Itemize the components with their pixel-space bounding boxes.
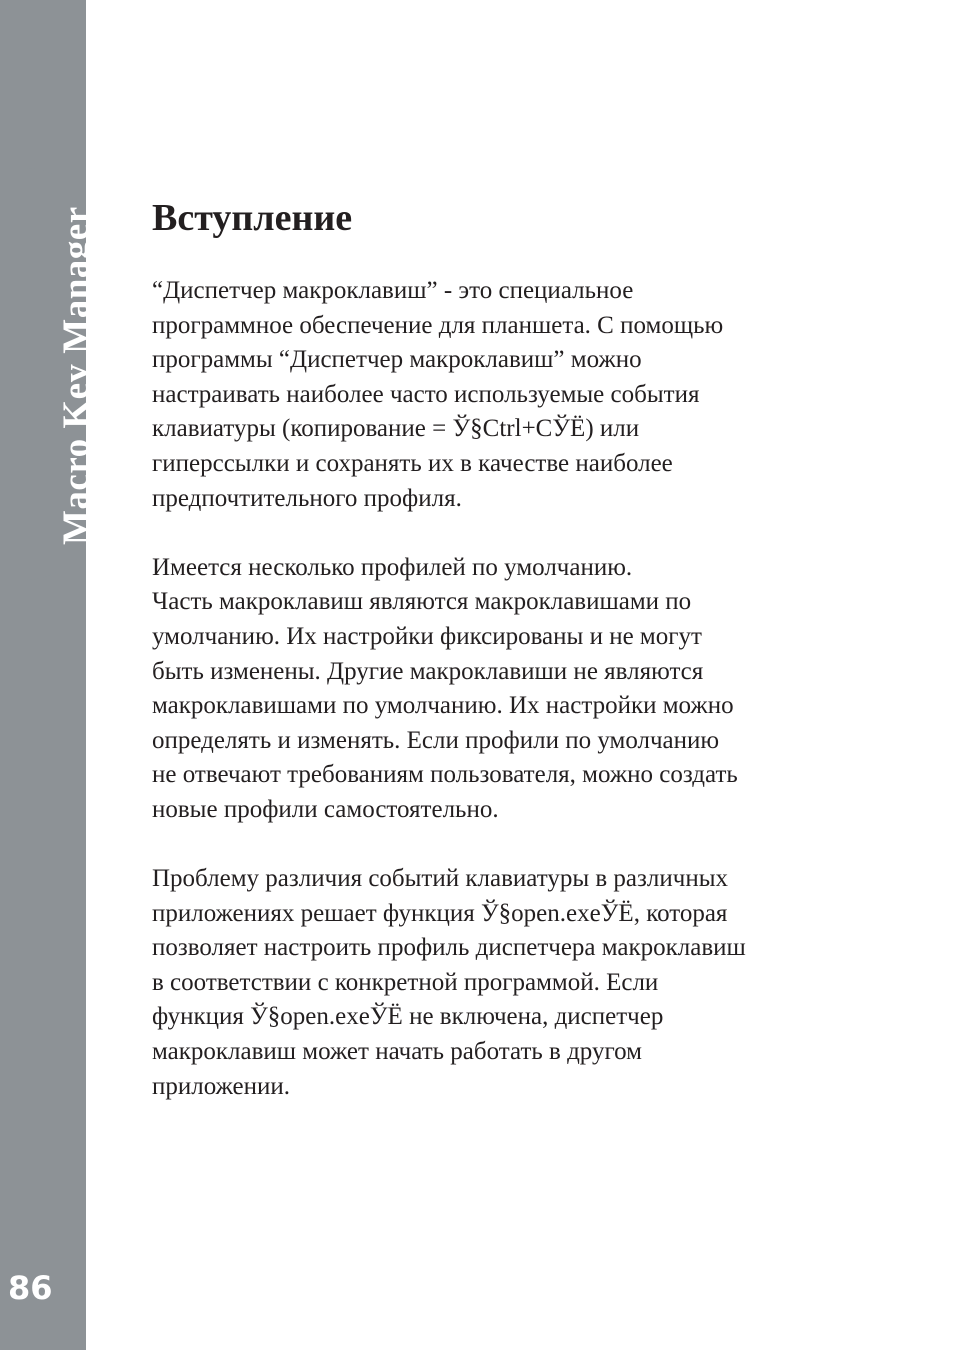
page-number: 86: [8, 1269, 53, 1307]
paragraph-profiles: [152, 551, 872, 828]
text-line: позволяет настроить профиль диспетчера макроклавиш: [152, 934, 746, 962]
text-line: Часть макроклавиш являются макроклавишами по: [152, 588, 692, 616]
text-line: программы “Диспетчер макроклавиш” можно: [152, 346, 642, 374]
chapter-title-vertical: Macro Key Manager: [56, 206, 97, 545]
text-line: быть изменены. Другие макроклавиши не являются: [152, 657, 704, 685]
text-line: клавиатуры (копирование = Ў§Ctrl+CЎЁ) или: [152, 415, 640, 443]
text-line: приложении.: [152, 1072, 291, 1100]
section-heading: Вступление: [152, 197, 353, 239]
text-line: макроклавиш может начать работать в другом: [152, 1038, 642, 1066]
text-line: Проблему различия событий клавиатуры в различных: [152, 865, 728, 893]
text-line: предпочтительного профиля.: [152, 484, 462, 512]
text-line: новые профили самостоятельно.: [152, 795, 499, 823]
text-line: умолчанию. Их настройки фиксированы и не могут: [152, 622, 702, 650]
text-line: определять и изменять. Если профили по умолчанию: [152, 726, 720, 754]
text-line: “Диспетчер макроклавиш” - это специальное: [152, 277, 634, 304]
paragraph-intro: [152, 274, 872, 516]
text-line: гиперссылки и сохранять их в качестве наиболее: [152, 449, 673, 477]
text-line: программное обеспечение для планшета. С помощью: [152, 311, 724, 339]
text-line: Имеется несколько профилей по умолчанию.: [152, 553, 633, 581]
text-line: настраивать наиболее часто используемые события: [152, 380, 700, 408]
text-line: не отвечают требованиям пользователя, можно создать: [152, 761, 738, 789]
text-line: функция Ў§open.exeЎЁ не включена, диспетчер: [152, 1003, 664, 1031]
text-line: в соответствии с конкретной программой. Если: [152, 968, 659, 996]
main-content: [152, 196, 872, 1104]
text-line: макроклавишами по умолчанию. Их настройки можно: [152, 692, 734, 720]
text-line: приложениях решает функция Ў§open.exeЎЁ, которая: [152, 899, 728, 927]
paragraph-open-exe: [152, 862, 872, 1104]
